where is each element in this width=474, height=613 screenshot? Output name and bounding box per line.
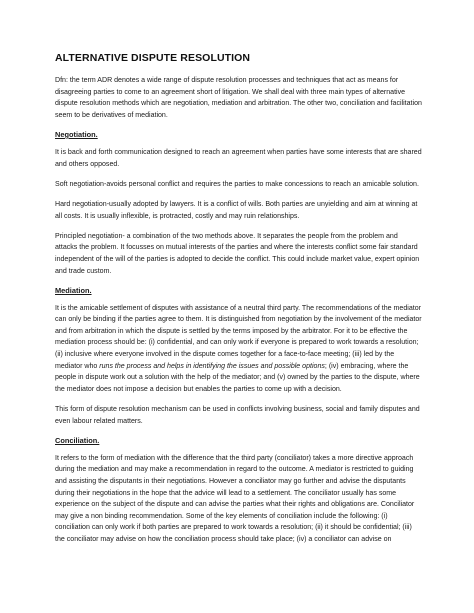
negotiation-heading: Negotiation. <box>55 129 98 139</box>
conciliation-paragraph-1: It refers to the form of mediation with the difference that the third party (conciliator) takes a more directive approach during the mediation and may make a recommendation in regard to the outcome. A mediator is restricted to guiding and assisting the disputants in their negotiations. However a conciliator may go further and advise the disputants during their negotiations in the hope that the advice will lead to a settlement. The conciliator usually has some experience on the subject of the dispute and can advise the parties what their rights and obligations are. Conciliator may give a non binding recommendation. Some of the key elements of conciliation include the following: (i) conciliation can only work if both parties are prepared to work towards a resolution; (ii) it should be confidential; (iii) the conciliator may advise on how the conciliation process should take place; (iv) a conciliator can advise on <box>55 454 415 543</box>
mediation-heading: Mediation. <box>55 285 92 295</box>
document-title: ALTERNATIVE DISPUTE RESOLUTION <box>55 52 251 64</box>
hard-negotiation-paragraph: Hard negotiation-usually adopted by lawyers. It is a conflict of wills. Both parties are unyielding and aim at winning at all costs. It is usually inflexible, is protracted, costly and may ruin relationships. <box>55 200 418 220</box>
negotiation-paragraph-1: It is back and forth communication designed to reach an agreement when parties have some interests that are shared and others opposed. <box>55 148 422 168</box>
soft-negotiation-paragraph: Soft negotiation-avoids personal conflict and requires the parties to make concessions to reach an amicable solution. <box>55 180 419 188</box>
conciliation-heading: Conciliation. <box>55 435 100 445</box>
principled-negotiation-paragraph: Principled negotiation- a combination of the two methods above. It separates the people from the problem and attacks the problem. It focusses on mutual interests of the parties and where the interests conflict some fair standard independent of the will of the parties is adopted to decide the conflict. This could include market value, expert opinion and trade custom. <box>55 232 420 275</box>
mediation-text-b: ; (iv) embracing, where the people in dispute work out a solution with the help of the mediator; and (v) owned by the parties to the dispute, where the mediator does not impose a decision but enables the parties to come up with a decision. <box>55 362 420 393</box>
mediation-italic-text: runs the process and helps in identifying the issues and possible options <box>99 362 325 370</box>
intro-paragraph: Dfn: the term ADR denotes a wide range of dispute resolution processes and techniques that act as means for disagreeing parties to come to an agreement short of litigation. We shall deal with three main types of alternative dispute resolution methods which are negotiation, mediation and arbitration. The other two, conciliation and facilitation seem to be derivatives of mediation. <box>55 77 422 119</box>
mediation-paragraph-2: This form of dispute resolution mechanism can be used in conflicts involving business, social and family disputes and even labour related matters. <box>55 406 420 425</box>
mediation-paragraph-1 <box>55 303 422 396</box>
mediation-text-a: It is the amicable settlement of disputes with assistance of a neutral third party. The recommendations of the mediator can only be binding if the parties agree to them. It is distinguished from negotiation by the involvement of the mediator and from arbitration in which the dispute is settled by the terms imposed by the arbitrator. For it to be effective the mediation process should be: (i) confidential, and can only work if everyone is prepared to work towards a resolution; (ii) inclusive where everyone involved in the dispute comes together for a face-to-face meeting; (iii) led by the mediator who <box>55 304 422 370</box>
